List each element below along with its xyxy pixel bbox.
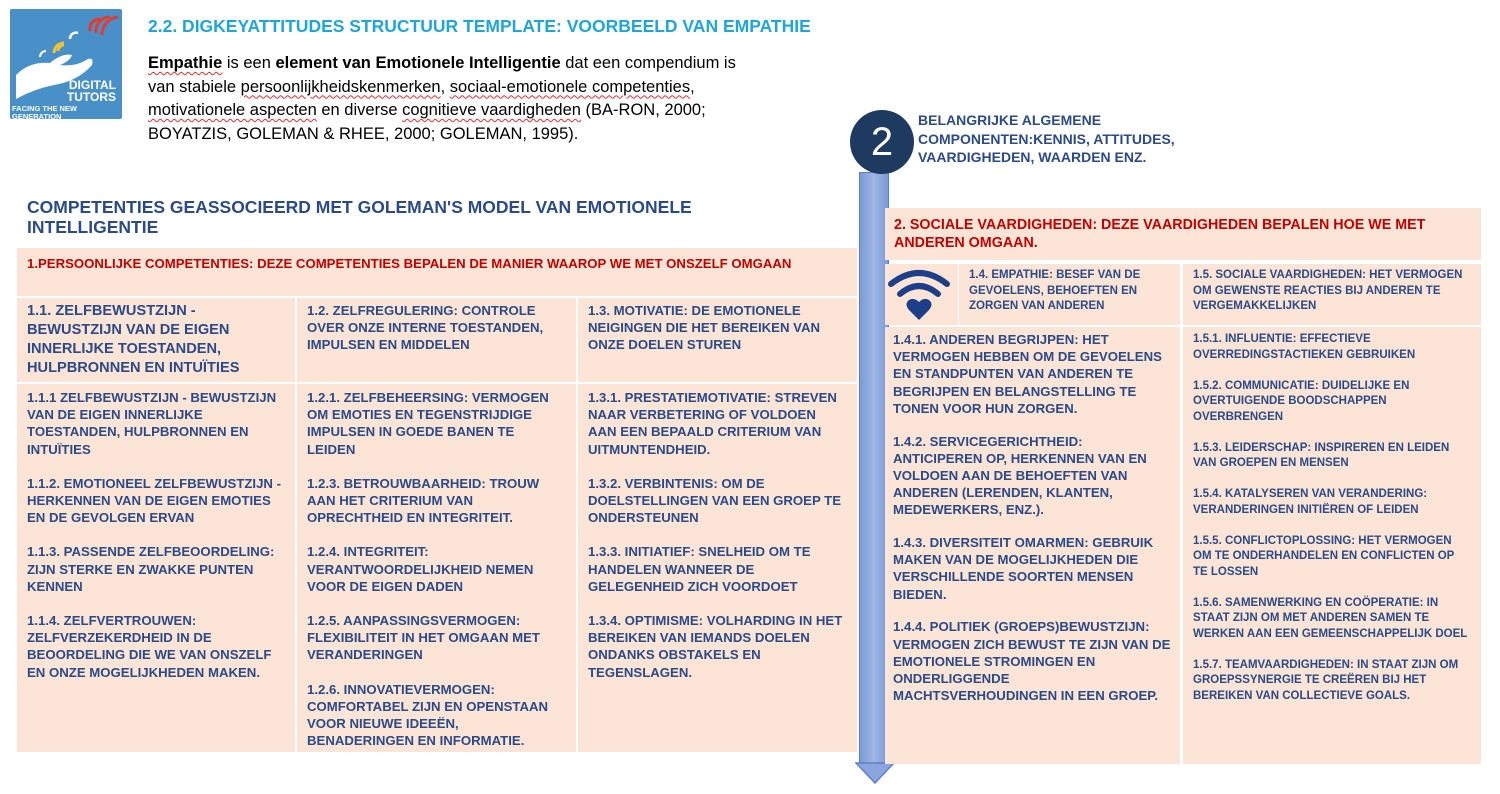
intro-text: van stabiele: [148, 77, 241, 96]
badge-caption: BELANGRIJKE ALGEMENE COMPONENTEN:KENNIS, ATTITUDES, VAARDIGHEDEN, WAARDEN ENZ.: [918, 112, 1175, 165]
list-item: 1.2.3. BETROUWBAARHEID: TROUW AAN HET CRITERIUM VAN OPRECHTHEID EN INTEGRITEIT.: [307, 475, 540, 526]
column-heading-1-3: [578, 298, 857, 382]
empathy-icon-cell: [885, 264, 958, 325]
list-item: 1.2.1. ZELFBEHEERSING: VERMOGEN OM EMOTIES EN TEGENSTRIJDIGE IMPULSEN IN GOEDE BANEN TE LEIDEN: [307, 390, 549, 457]
empathy-body: [885, 327, 1180, 764]
empathy-heading-text: 1.4. EMPATHIE: BESEF VAN DE GEVOELENS, BEHOEFTEN EN ZORGEN VAN ANDEREN: [969, 269, 1141, 312]
logo-tagline: [10, 105, 77, 119]
intro-term-ei: element van Emotionele Intelligentie: [275, 54, 561, 72]
logo-brand-line2: TUTORS: [66, 90, 116, 104]
list-item: 1.4.1. ANDEREN BEGRIJPEN: HET VERMOGEN HEBBEN OM DE GEVOELENS EN STANDPUNTEN VAN ANDEREN TE BEGRIJPEN EN BELANGSTELLING TE TONEN VOOR HUN ZORGEN.: [893, 332, 1162, 416]
list-item: 1.5.5. CONFLICTOPLOSSING: HET VERMOGEN OM TE ONDERHANDELEN EN CONFLICTEN OP TE LOSSEN: [1193, 534, 1455, 578]
social-skills-header-text: 2. SOCIALE VAARDIGHEDEN: DEZE VAARDIGHEDEN BEPALEN HOE WE MET ANDEREN OMGAAN.: [894, 217, 1426, 251]
logo-brand-line1: DIGITAL: [68, 78, 116, 92]
social-skills-header: [885, 208, 1481, 260]
list-item: 1.5.7. TEAMVAARDIGHEDEN: IN STAAT ZIJN OM GROEPSSYNERGIE TE CREËREN BIJ HET BEREIKEN VAN COLLECTIEVE GOALS.: [1193, 658, 1459, 702]
intro-text: sociaal-emotionele competenties: [449, 77, 691, 96]
intro-text: dat een compendium is: [560, 54, 736, 72]
intro-text: persoonlijkheidskenmerken: [240, 77, 441, 96]
digital-tutors-logo: [10, 9, 122, 119]
intro-text: BOYATZIS, GOLEMAN & RHEE, 2000; GOLEMAN, 1995).: [148, 124, 579, 143]
list-item: 1.5.2. COMMUNICATIE: DUIDELIJKE EN OVERTUIGENDE BOODSCHAPPEN OVERBRENGEN: [1193, 379, 1410, 423]
list-item: 1.4.2. SERVICEGERICHTHEID: ANTICIPEREN OP, HERKENNEN VAN EN VOLDOEN AAN DE BEHOEFTEN VAN ANDEREN (LERENDEN, KLANTEN, MEDEWERKERS, ENZ.).: [893, 433, 1147, 518]
social-heading-cell: [1183, 264, 1481, 325]
list-item: 1.2.5. AANPASSINGSVERMOGEN: FLEXIBILITEIT IN HET OMGAAN MET VERANDERINGEN: [307, 613, 540, 663]
list-item: 1.3.2. VERBINTENIS: OM DE DOELSTELLINGEN VAN EEN GROEP TE ONDERSTEUNEN: [588, 475, 842, 526]
column-heading-1-2: [297, 298, 576, 382]
list-item: 1.3.4. OPTIMISME: VOLHARDING IN HET BEREIKEN VAN IEMANDS DOELEN ONDANKS OBSTAKELS EN TEGENSLAGEN.: [588, 613, 843, 680]
intro-term-empathie: Empathie: [148, 54, 223, 72]
list-item: 1.5.1. INFLUENTIE: EFFECTIEVE OVERREDINGSTACTIEKEN GEBRUIKEN: [1193, 333, 1416, 361]
intro-text: (BA-RON, 2000;: [580, 101, 706, 119]
page-title: 2.2. DIGKEYATTITUDES STRUCTUUR TEMPLATE: VOORBEELD VAN EMPATHIE: [148, 16, 811, 36]
column-heading-text: 1.3. MOTIVATIE: DE EMOTIONELE NEIGINGEN DIE HET BEREIKEN VAN ONZE DOELEN STUREN: [588, 303, 821, 353]
list-item: 1.2.6. INNOVATIEVERMOGEN: COMFORTABEL ZIJN EN OPENSTAAN VOOR NIEUWE IDEEËN, BENADERINGEN EN INFORMATIE.: [307, 681, 549, 749]
intro-paragraph: [148, 52, 848, 146]
social-body: [1183, 327, 1481, 764]
intro-text: motivationele aspecten: [148, 101, 317, 119]
list-item: 1.1.4. ZELFVERTROUWEN: ZELFVERZEKERDHEID IN DE BEOORDELING DIE WE VAN ONSZELF EN ONZE MOGELIJKHEDEN MAKEN.: [27, 613, 272, 680]
list-item: 1.1.2. EMOTIONEEL ZELFBEWUSTZIJN - HERKENNEN VAN DE EIGEN EMOTIES EN DE GEVOLGEN ERVAN: [27, 475, 282, 526]
list-item: 1.3.1. PRESTATIEMOTIVATIE: STREVEN NAAR VERBETERING OF VOLDOEN AAN EEN BEPAALD CRITERIUM VAN UITMUNTENDHEID.: [588, 390, 837, 457]
intro-text: is een: [222, 54, 276, 72]
column-body-1-3: [578, 384, 857, 752]
list-item: 1.5.3. LEIDERSCHAP: INSPIREREN EN LEIDEN VAN GROEPEN EN MENSEN: [1193, 441, 1450, 469]
column-heading-1-1: [17, 298, 295, 382]
intro-text: ,: [690, 77, 695, 96]
step-number-badge: 2: [850, 110, 914, 174]
wifi-heart-icon: [885, 264, 958, 325]
intro-text: cognitieve vaardigheden: [402, 101, 581, 119]
column-body-1-1: [17, 384, 295, 752]
logo-tagline-line1: FACING THE NEW: [12, 104, 77, 113]
social-heading-text: 1.5. SOCIALE VAARDIGHEDEN: HET VERMOGEN OM GEWENSTE REACTIES BIJ ANDEREN TE VERGEMAKKELIJKEN: [1193, 269, 1463, 312]
column-heading-text: 1.1. ZELFBEWUSTZIJN - BEWUSTZIJN VAN DE EIGEN INNERLIJKE TOESTANDEN, HULPBRONNEN EN INTUÏTIES: [27, 303, 240, 376]
intro-text: en diverse: [316, 101, 403, 119]
empathy-heading-cell: [959, 264, 1180, 325]
list-item: 1.4.3. DIVERSITEIT OMARMEN: GEBRUIK MAKEN VAN DE MOGELIJKHEDEN DIE VERSCHILLENDE SOORTEN MENSEN BIEDEN.: [893, 535, 1154, 602]
list-item: 1.5.6. SAMENWERKING EN COÖPERATIE: IN STAAT ZIJN OM MET ANDEREN SAMEN TE WERKEN AAN EEN GEMEENSCHAPPELIJK DOEL: [1193, 596, 1468, 640]
personal-competencies-header-text: 1.PERSOONLIJKE COMPETENTIES: DEZE COMPETENTIES BEPALEN DE MANIER WAAROP WE MET ONSZELF OMGAAN: [27, 256, 792, 271]
list-item: 1.3.3. INITIATIEF: SNELHEID OM TE HANDELEN WANNEER DE GELEGENHEID ZICH VOORDOET: [588, 544, 811, 594]
list-item: 1.5.4. KATALYSEREN VAN VERANDERING: VERANDERINGEN INITIËREN OF LEIDEN: [1193, 488, 1428, 516]
column-body-1-2: [297, 384, 576, 752]
arrow-head-icon: [855, 762, 895, 784]
list-item: 1.1.3. PASSENDE ZELFBEOORDELING: ZIJN STERKE EN ZWAKKE PUNTEN KENNEN: [27, 544, 275, 594]
logo-tagline-line2: GENERATION: [12, 112, 62, 119]
intro-text: ,: [440, 77, 450, 96]
personal-competencies-header: [17, 248, 857, 296]
list-item: 1.1.1 ZELFBEWUSTZIJN - BEWUSTZIJN VAN DE EIGEN INNERLIJKE TOESTANDEN, HULPBRONNEN EN INTUÏTIES: [27, 390, 277, 457]
list-item: 1.2.4. INTEGRITEIT: VERANTWOORDELIJKHEID NEMEN VOOR DE EIGEN DADEN: [307, 544, 534, 594]
section-title: COMPETENTIES GEASSOCIEERD MET GOLEMAN'S MODEL VAN EMOTIONELE INTELLIGENTIE: [27, 197, 692, 237]
list-item: 1.4.4. POLITIEK (GROEPS)BEWUSTZIJN: VERMOGEN ZICH BEWUST TE ZIJN VAN DE EMOTIONELE STROMINGEN EN ONDERLIGGENDE MACHTSVERHOUDINGEN IN EEN GROEP.: [893, 619, 1171, 704]
column-heading-text: 1.2. ZELFREGULERING: CONTROLE OVER ONZE INTERNE TOESTANDEN, IMPULSEN EN MIDDELEN: [307, 303, 544, 353]
